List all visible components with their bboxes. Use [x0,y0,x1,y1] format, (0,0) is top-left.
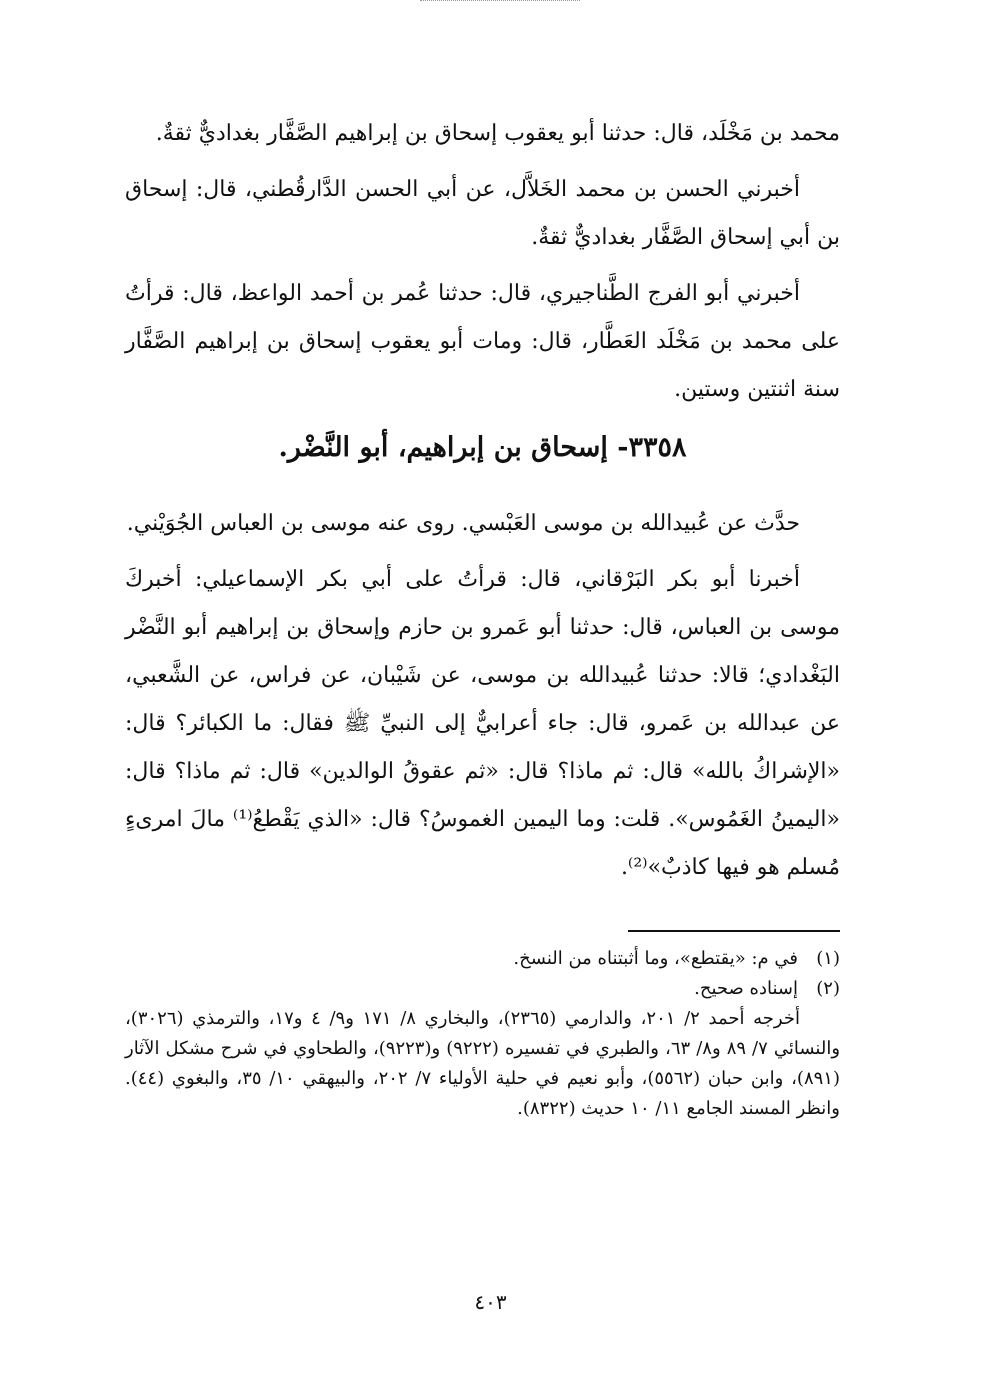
footnote-text: في م: «يقتطع»، وما أثبتناه من النسخ. [513,948,798,969]
paragraph-2: أخبرني الحسن بن محمد الخَلاَّل، عن أبي الحسن الدَّارقُطني، قال: إسحاق بن أبي إسحاق الصَّفَّار بغداديٌّ ثقةٌ. [125,177,840,250]
paragraph-5: أخبرنا أبو بكر البَرْقاني، قال: قرأتُ على أبي بكر الإسماعيلي: أخبركَ موسى بن العباس، قال: حدثنا أبو عَمرو بن حازم وإسحاق بن إبراهيم أبو النَّضْر البَغْدادي؛ قالا: حدثنا عُبيدالله بن موسى، عن شَيْبان، عن فراس، عن الشَّعبي، عن عبدالله بن عَمرو، قال: جاء أعرابيٌّ إلى النبيِّ ﷺ فقال: ما الكبائر؟ قال: «الإشراكُ بالله» قال: ثم ماذا؟ قال: «ثم عقوقُ الوالدين» قال: ثم ماذا؟ قال: «اليمينُ الغَمُوس». قلت: وما اليمين الغموسُ؟ قال: «الذي يَقْطعُ⁽¹⁾ مالَ امرىءٍ مُسلم هو فيها كاذبٌ»⁽²⁾. [125,567,840,880]
footnote-2-body: أخرجه أحمد ٢/ ٢٠١، والدارمي (٢٣٦٥)، والبخاري ٨/ ١٧١ و٩/ ٤ و١٧، والترمذي (٣٠٢٦)، والنسائي ٧/ ٨٩ و٨/ ٦٣، والطبري في تفسيره (٩٢٢٢) و(٩٢٢٣)، والطحاوي في شرح مشكل الآثار (٨٩١)، وابن حبان (٥٥٦٢)، وأبو نعيم في حلية الأولياء ٧/ ٢٠٢، والبيهقي ١٠/ ٣٥، والبغوي (٤٤). وانظر المسند الجامع ١١/ ١٠ حديث (٨٣٢٢). [125,1008,841,1119]
footnotes [125,944,840,1124]
footnote-1 [125,944,840,974]
footnote-2 [125,974,840,1004]
header-rule [420,0,580,7]
main-text [125,110,840,900]
footnote-number: (١) [816,948,840,969]
paragraph-4: حدَّث عن عُبيدالله بن موسى العَبْسي. روى عنه موسى بن العباس الجُوَيْني. [126,511,800,536]
paragraph-1: محمد بن مَخْلَد، قال: حدثنا أبو يعقوب إسحاق بن إبراهيم الصَّفَّار بغداديٌّ ثقةٌ. [155,121,840,146]
footnote-text: إسناده صحيح. [694,978,798,999]
page-number: ٤٠٣ [474,1290,507,1314]
paragraph-3: أخبرني أبو الفرج الطَّناجيري، قال: حدثنا عُمر بن أحمد الواعظ، قال: قرأتُ على محمد بن مَخْلَد العَطَّار، قال: ومات أبو يعقوب إسحاق بن إبراهيم الصَّفَّار سنة اثنتين وستين. [125,281,840,402]
footnote-number: (٢) [816,978,840,999]
entry-heading: ٣٣٥٨- إسحاق بن إبراهيم، أبو النَّضْر. [278,432,687,463]
footnote-divider [628,930,840,932]
